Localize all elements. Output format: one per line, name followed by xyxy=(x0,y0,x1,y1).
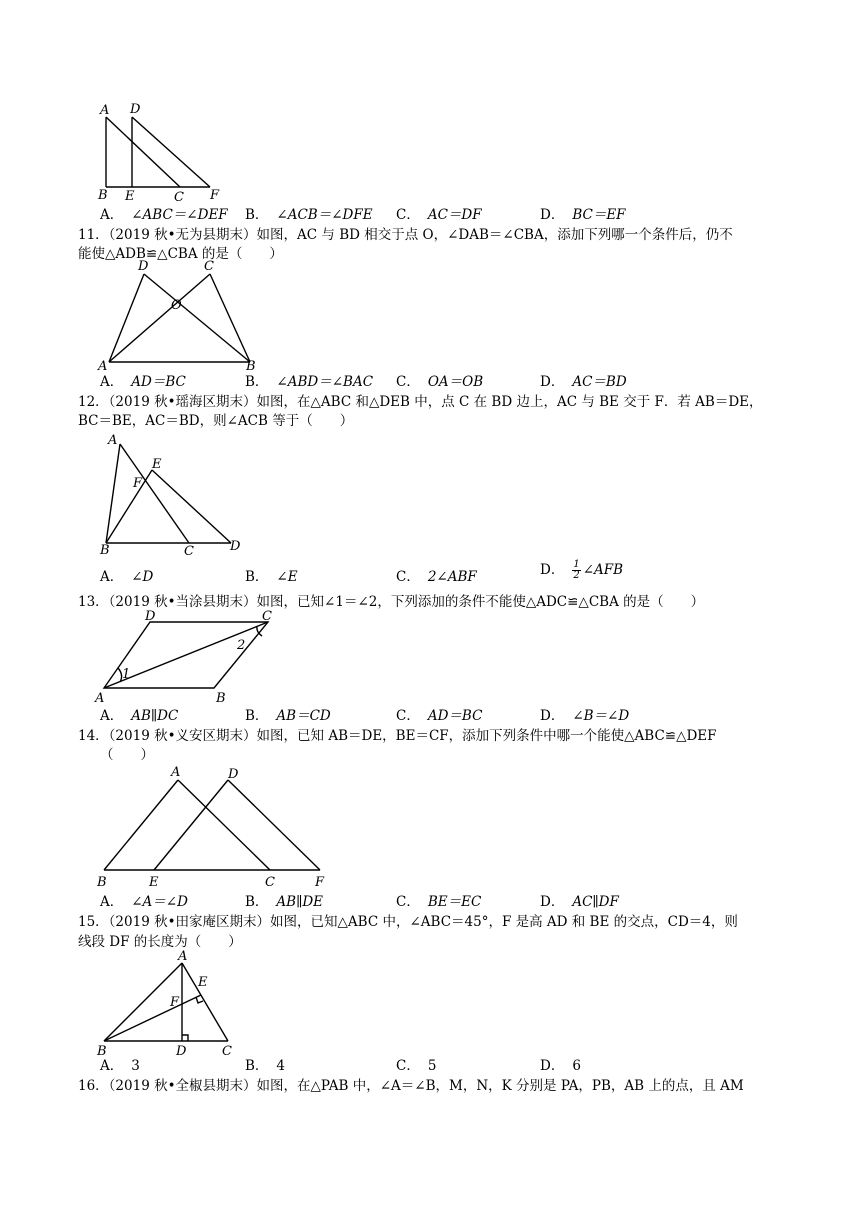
q11-figure xyxy=(92,258,272,373)
q12-stem-line1: 12．（2019 秋•瑶海区期末）如图，在△ABC 和△DEB 中，点 C 在 BD 边上，AC 与 BE 交于 F．若 AB＝DE， xyxy=(78,394,763,410)
q13-label-b: B xyxy=(216,691,226,706)
q11-stem-line2: 能使△ADB≌△CBA 的是（ ） xyxy=(78,246,283,262)
q10-label-d: D xyxy=(130,102,141,117)
q12-stem-line2: BC＝BE，AC＝BD，则∠ACB 等于（ ） xyxy=(78,413,354,429)
q14-option-a: A． ∠A＝∠D xyxy=(100,894,188,910)
q13-label-a: A xyxy=(95,691,105,706)
q14-label-f: F xyxy=(315,875,325,890)
q11-label-c: C xyxy=(204,259,214,274)
q14-label-b: B xyxy=(97,875,107,890)
q12-option-c: C． 2∠ABF xyxy=(396,569,477,585)
q15-option-c: C． 5 xyxy=(396,1058,437,1074)
q14-option-c: C． BE＝EC xyxy=(396,894,482,910)
q10-label-e: E xyxy=(125,189,135,204)
q12-label-c: C xyxy=(184,544,194,559)
q13-label-c: C xyxy=(262,609,272,624)
q10-label-c: C xyxy=(174,190,184,205)
q12-label-a: A xyxy=(108,433,118,448)
q15-label-a: A xyxy=(178,949,188,964)
q11-option-b: B． ∠ABD＝∠BAC xyxy=(245,374,374,390)
q10-label-f: F xyxy=(210,188,220,203)
q10-option-c: C． AC＝DF xyxy=(396,207,482,223)
q12-option-d-fraction: $\frac{1}{2}$ xyxy=(573,559,580,581)
q13-figure xyxy=(92,608,282,708)
q15-option-b: B． 4 xyxy=(245,1058,286,1074)
q12-option-d: D． $\frac{1}{2}$ ∠AFB xyxy=(540,559,624,581)
q15-label-b: B xyxy=(97,1044,107,1059)
q10-option-b: B． ∠ACB＝∠DFE xyxy=(245,207,373,223)
q15-label-d: D xyxy=(176,1044,187,1059)
q10-label-b: B xyxy=(98,188,108,203)
q15-option-d: D． 6 xyxy=(540,1058,581,1074)
q11-label-a: A xyxy=(98,359,108,374)
q13-label-d: D xyxy=(145,609,156,624)
q14-label-e: E xyxy=(149,875,159,890)
q14-label-c: C xyxy=(265,875,275,890)
q10-label-a: A xyxy=(100,103,110,118)
q15-option-a: A． 3 xyxy=(100,1058,140,1074)
q12-option-b: B． ∠E xyxy=(245,569,298,585)
q15-stem-line1: 15．（2019 秋•田家庵区期末）如图，已知△ABC 中，∠ABC＝45°，F 是高 AD 和 BE 的交点，CD＝4，则 xyxy=(78,914,738,930)
q12-figure xyxy=(92,430,252,560)
q11-option-a: A． AD＝BC xyxy=(100,374,186,390)
q15-label-f: F xyxy=(170,995,180,1010)
q10-option-a: A． ∠ABC＝∠DEF xyxy=(100,207,228,223)
q15-label-c: C xyxy=(222,1044,232,1059)
q14-stem-line2: （ ） xyxy=(100,747,154,763)
q14-figure xyxy=(92,762,342,897)
q14-stem-line1: 14．（2019 秋•义安区期末）如图，已知 AB＝DE，BE＝CF，添加下列条件中哪一个能使△ABC≌△DEF xyxy=(78,728,717,744)
q16-stem-line1: 16．（2019 秋•全椒县期末）如图，在△PAB 中，∠A＝∠B，M，N，K 分别是 PA，PB，AB 上的点，且 AM xyxy=(78,1078,744,1094)
q14-option-d: D． AC∥DF xyxy=(540,894,619,910)
q10-figure xyxy=(92,98,232,208)
q11-option-d: D． AC＝BD xyxy=(540,374,627,390)
q15-figure xyxy=(92,946,252,1059)
q15-label-e: E xyxy=(198,975,208,990)
q13-option-b: B． AB＝CD xyxy=(245,708,331,724)
q13-stem-line1: 13．（2019 秋•当涂县期末）如图，已知∠1＝∠2，下列添加的条件不能使△ADC≌△CBA 的是（ ） xyxy=(78,594,705,610)
q11-label-b: B xyxy=(246,359,256,374)
q14-label-d: D xyxy=(228,767,239,782)
q12-label-f: F xyxy=(133,476,143,491)
q13-angle-2: 2 xyxy=(237,638,246,653)
q10-option-d: D． BC＝EF xyxy=(540,207,626,223)
q14-label-a: A xyxy=(171,765,181,780)
q12-label-d: D xyxy=(230,539,241,554)
q15-stem-line2: 线段 DF 的长度为（ ） xyxy=(78,934,242,950)
q12-label-e: E xyxy=(152,457,162,472)
q12-label-b: B xyxy=(100,543,110,558)
q13-option-c: C． AD＝BC xyxy=(396,708,483,724)
q12-option-a: A． ∠D xyxy=(100,569,154,585)
q11-option-c: C． OA＝OB xyxy=(396,374,484,390)
q13-option-d: D． ∠B＝∠D xyxy=(540,708,630,724)
q11-label-d: D xyxy=(138,259,149,274)
q14-option-b: B． AB∥DE xyxy=(245,894,324,910)
q11-stem-line1: 11．（2019 秋•无为县期末）如图，AC 与 BD 相交于点 O，∠DAB＝∠CBA，添加下列哪一个条件后，仍不 xyxy=(78,227,733,243)
q13-option-a: A． AB∥DC xyxy=(100,708,179,724)
q13-angle-1: 1 xyxy=(122,667,131,682)
q11-label-o: O xyxy=(171,298,182,313)
